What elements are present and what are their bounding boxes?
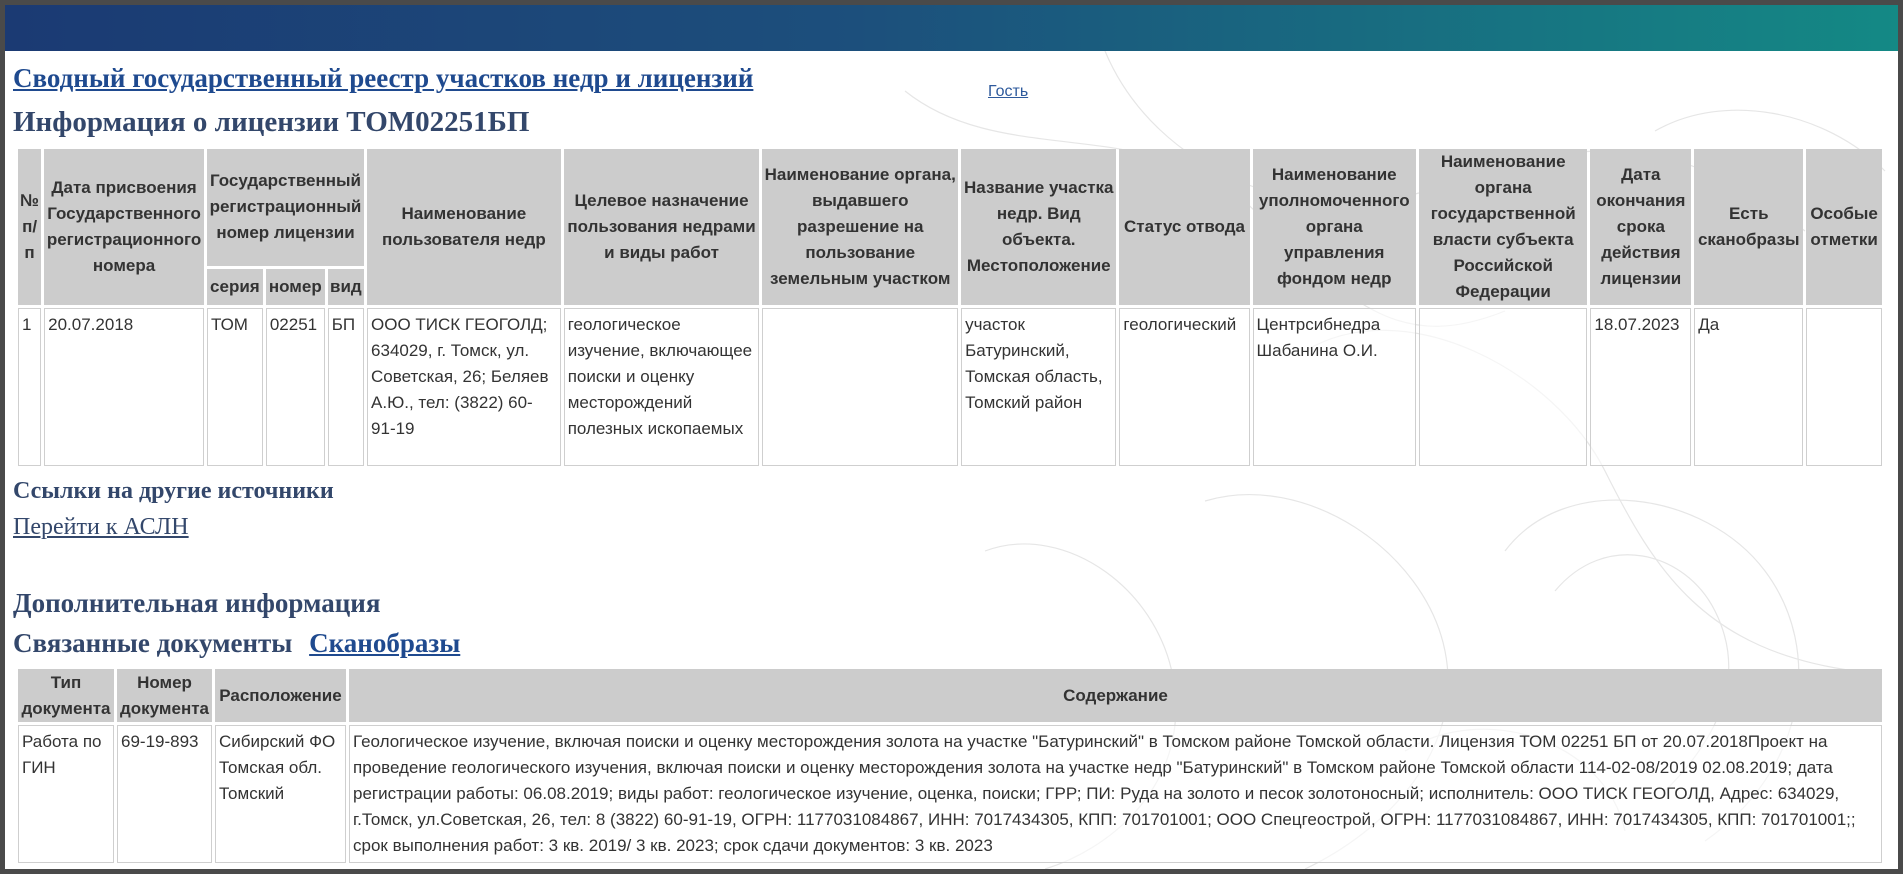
license-table [15, 146, 1885, 469]
cell-kind: БП [328, 308, 364, 466]
cell-content: Геологическое изучение, включая поиски и оценку месторождения золота на участке "Батуринский" в Томском районе Томской области. Лицензия ТОМ 02251 БП от 20.07.2018Проект на проведение геологического изучения, включая поиски и оценку месторождения золота на участке недр "Батуринский" в Томском районе Томской области 114-02-08/2019 02.08.2019; дата регистрации работы: 06.08.2019; виды работ: геологическое изучение, оценка, поиски; ГРР; ПИ: Руда на золото и песок золотоносный; исполнитель: ООО ТИСК ГЕОГОЛД, Адрес: 634029, г.Томск, ул.Советская, 26, тел: 8 (3822) 60-91-19, ОГРН: 1177031084867, ИНН: 7017434305, КПП: 701701001; ООО Спецгеострой, ОГРН: 1177031084867, ИНН: 7017434305, КПП: 701701001;; срок выполнения работ: 3 кв. 2019/ 3 кв. 2023; срок сдачи документов: 3 кв. 2023 [349, 725, 1882, 863]
cell-date-assigned: 20.07.2018 [44, 308, 204, 466]
col-header-site: Название участка недр. Вид объекта. Местоположение [961, 149, 1116, 305]
scans-link[interactable]: Сканобразы [309, 628, 461, 658]
col-header-regional-authority: Наименование органа государственной власти субъекта Российской Федерации [1419, 149, 1587, 305]
links-section-heading: Ссылки на другие источники [13, 478, 334, 504]
related-docs-label: Связанные документы [13, 628, 293, 658]
cell-regional-authority [1419, 308, 1587, 466]
additional-info-heading: Дополнительная информация [13, 588, 381, 618]
col-header-content: Содержание [349, 669, 1882, 722]
cell-land-authority [762, 308, 958, 466]
cell-purpose: геологическое изучение, включающее поиски и оценку месторождений полезных ископаемых [564, 308, 760, 466]
cell-notes [1806, 308, 1882, 466]
user-guest-link[interactable]: Гость [988, 83, 1029, 100]
col-header-number: номер [266, 269, 325, 305]
col-header-num: № п/п [18, 149, 41, 305]
table-row [18, 308, 1882, 466]
cell-user: ООО ТИСК ГЕОГОЛД; 634029, г. Томск, ул. Советская, 26; Беляев А.Ю., тел: (3822) 60-91-19 [367, 308, 561, 466]
col-header-allotment-status: Статус отвода [1119, 149, 1249, 305]
col-header-notes: Особые отметки [1806, 149, 1882, 305]
top-banner [5, 5, 1898, 51]
col-header-land-authority: Наименование органа, выдавшего разрешение на пользование земельным участком [762, 149, 958, 305]
cell-series: ТОМ [207, 308, 263, 466]
cell-doc-type: Работа по ГИН [18, 725, 114, 863]
cell-authorized-body: Центрсибнедра Шабанина О.И. [1253, 308, 1416, 466]
col-header-series: серия [207, 269, 263, 305]
cell-location: Сибирский ФО Томская обл. Томский [215, 725, 346, 863]
col-header-expiry: Дата окончания срока действия лицензии [1590, 149, 1691, 305]
cell-expiry: 18.07.2023 [1590, 308, 1691, 466]
related-docs-table [15, 666, 1885, 866]
col-header-doc-type: Тип документа [18, 669, 114, 722]
cell-scans: Да [1694, 308, 1803, 466]
col-header-doc-number: Номер документа [117, 669, 212, 722]
col-header-state-reg-number: Государственный регистрационный номер лицензии [207, 149, 364, 266]
registry-title-link[interactable]: Сводный государственный реестр участков недр и лицензий [13, 63, 754, 93]
col-header-scans: Есть сканобразы [1694, 149, 1803, 305]
cell-doc-number: 69-19-893 [117, 725, 212, 863]
cell-allotment-status: геологический [1119, 308, 1249, 466]
cell-number: 02251 [266, 308, 325, 466]
cell-num: 1 [18, 308, 41, 466]
asln-link[interactable]: Перейти к АСЛН [13, 514, 189, 540]
col-header-purpose: Целевое назначение пользования недрами и виды работ [564, 149, 760, 305]
col-header-kind: вид [328, 269, 364, 305]
related-docs-heading [13, 628, 460, 659]
col-header-date-assigned: Дата присвоения Государственного регистрационного номера [44, 149, 204, 305]
col-header-user: Наименование пользователя недр [367, 149, 561, 305]
col-header-location: Расположение [215, 669, 346, 722]
cell-site: участок Батуринский, Томская область, Томский район [961, 308, 1116, 466]
table-row [18, 725, 1882, 863]
col-header-authorized-body: Наименование уполномоченного органа управления фондом недр [1253, 149, 1416, 305]
license-heading: Информация о лицензии ТОМ02251БП [13, 106, 530, 138]
